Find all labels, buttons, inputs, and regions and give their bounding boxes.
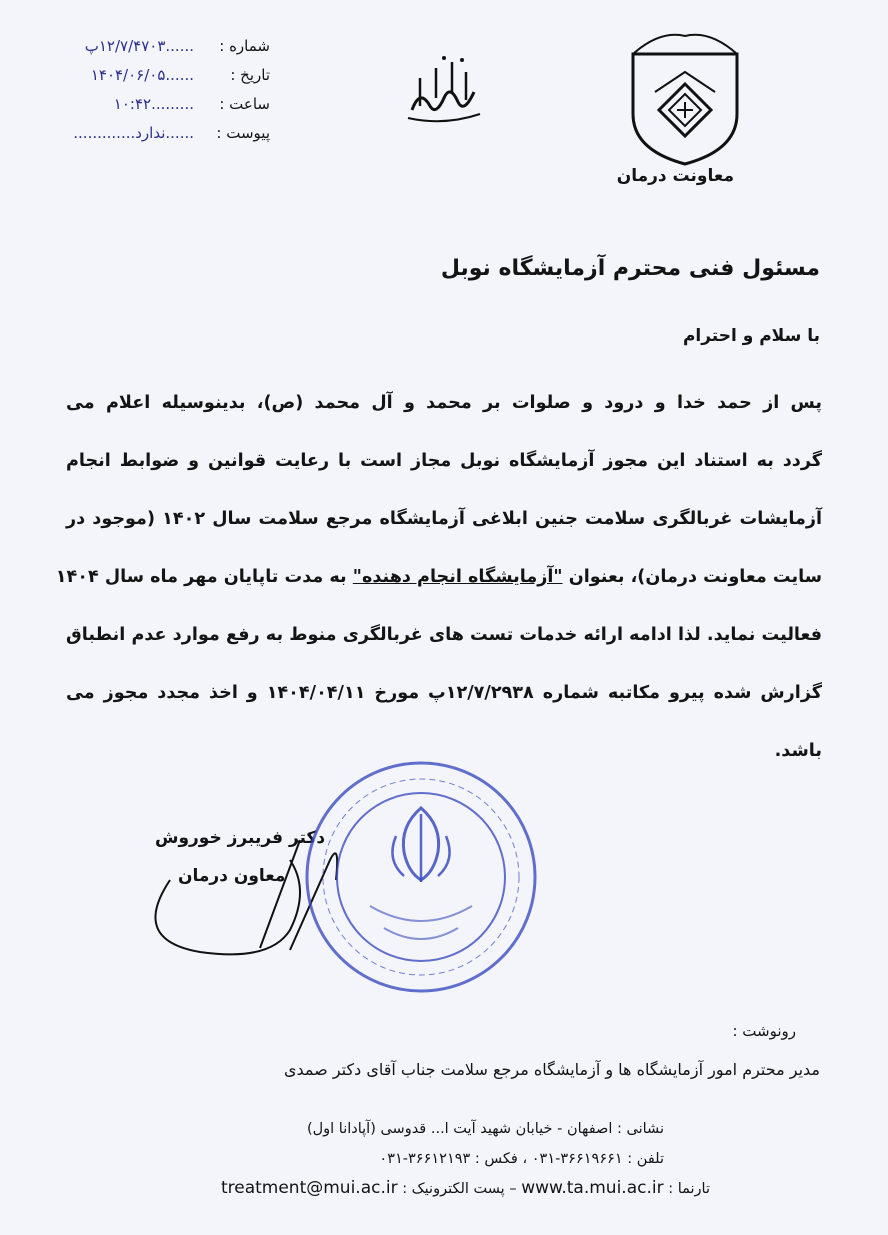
underlined-term: "آزمایشگاه انجام دهنده"	[352, 567, 563, 587]
letter-meta	[40, 32, 270, 148]
email-link[interactable]: treatment@mui.ac.ir	[220, 1178, 398, 1198]
footer-contact	[307, 1114, 664, 1174]
footer-phone: تلفن : ۳۶۶۱۹۶۶۱-۰۳۱ ، فکس : ۳۶۶۱۲۱۹۳-۰۳۱	[379, 1151, 664, 1167]
signatory-role: معاون درمان	[178, 866, 286, 886]
meta-time: ساعت : .........۱۰:۴۲	[113, 95, 270, 113]
body-line: آزمایشات غربالگری سلامت جنین ابلاغی آزمایشگاه مرجع سلامت سال ۱۴۰۲ (موجود در	[66, 509, 822, 529]
bismillah-calligraphy	[400, 48, 488, 128]
recipient-heading: مسئول فنی محترم آزمایشگاه نوبل	[440, 256, 820, 281]
website-link[interactable]: www.ta.mui.ac.ir	[521, 1178, 664, 1198]
letter-body	[55, 380, 823, 786]
body-line: فعالیت نماید. لذا ادامه ارائه خدمات تست های غربالگری منوط به رفع موارد عدم انطباق	[66, 625, 822, 645]
meta-date: تاریخ : ......۱۴۰۴/۰۶/۰۵	[90, 66, 270, 84]
greeting: با سلام و احترام	[682, 326, 820, 346]
footer-address: نشانی : اصفهان - خیابان شهید آیت ا... قدوسی (آپادانا اول)	[306, 1121, 664, 1137]
cc-recipient: مدیر محترم امور آزمایشگاه ها و آزمایشگاه مرجع سلامت جناب آقای دکتر صمدی	[283, 1060, 820, 1079]
body-line: سایت معاونت درمان)، بعنوان "آزمایشگاه انجام دهنده" به مدت تاپایان مهر ماه سال ۱۴۰۴	[55, 567, 822, 587]
body-line: باشد.	[774, 741, 822, 761]
meta-attachment: پیوست : ......ندارد.............	[73, 124, 270, 142]
signatory-name: دکتر فریبرز خوروش	[155, 828, 326, 848]
body-line: گزارش شده پیرو مکاتبه شماره ۱۲/۷/۲۹۳۸پ مورخ ۱۴۰۴/۰۴/۱۱ و اخذ مجدد مجوز می	[66, 683, 823, 703]
body-line: پس از حمد خدا و درود و صلوات بر محمد و آل محمد (ص)، بدینوسیله اعلام می	[66, 393, 822, 413]
footer-web-email: تارنما : www.ta.mui.ac.ir – پست الکترونیک : treatment@mui.ac.ir	[220, 1178, 710, 1198]
meta-number: شماره : ......۱۲/۷/۴۷۰۳پ	[84, 37, 270, 55]
university-logo	[615, 22, 755, 172]
cc-label: رونوشت :	[732, 1022, 796, 1040]
body-line: گردد به استناد این مجوز آزمایشگاه نوبل مجاز است با رعایت قوانین و ضوابط انجام	[66, 451, 822, 471]
department-title: معاونت درمان	[616, 166, 734, 186]
official-seal-stamp	[300, 756, 542, 998]
